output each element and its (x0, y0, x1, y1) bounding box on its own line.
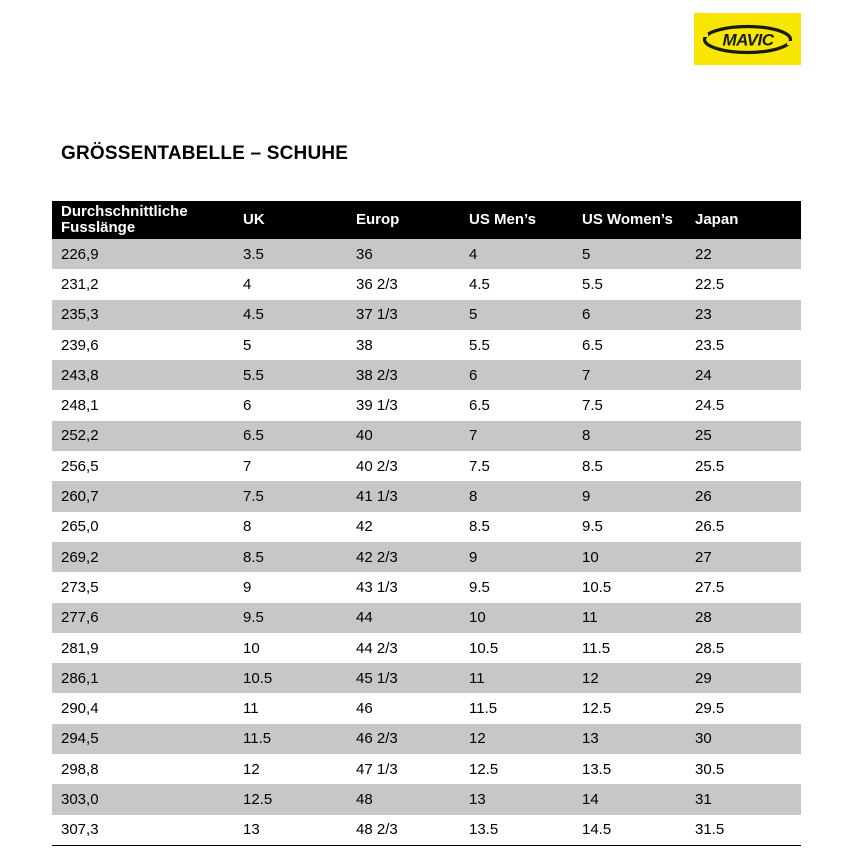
header-foot-length (52, 201, 234, 239)
cell-europ: 48 2/3 (347, 815, 460, 846)
cell-uk: 4 (234, 269, 347, 299)
cell-japan: 30.5 (686, 754, 801, 784)
cell-japan: 24.5 (686, 390, 801, 420)
cell-europ: 37 1/3 (347, 300, 460, 330)
cell-us-mens: 10.5 (460, 633, 573, 663)
cell-uk: 9.5 (234, 603, 347, 633)
cell-japan: 27 (686, 542, 801, 572)
table-row (52, 724, 801, 754)
cell-us-womens: 9 (573, 481, 686, 511)
cell-uk: 13 (234, 815, 347, 846)
page-title: GRÖSSENTABELLE – SCHUHE (61, 143, 349, 164)
cell-foot-length: 290,4 (52, 693, 234, 723)
table-row (52, 330, 801, 360)
cell-uk: 5 (234, 330, 347, 360)
cell-uk: 11 (234, 693, 347, 723)
table-row (52, 633, 801, 663)
cell-europ: 38 2/3 (347, 360, 460, 390)
mavic-logo (694, 13, 801, 65)
cell-uk: 10.5 (234, 663, 347, 693)
cell-japan: 28 (686, 603, 801, 633)
cell-us-mens: 8 (460, 481, 573, 511)
table-row (52, 451, 801, 481)
cell-foot-length: 273,5 (52, 572, 234, 602)
cell-foot-length: 231,2 (52, 269, 234, 299)
header-us-womens: US Women’s (573, 201, 686, 239)
cell-us-womens: 11 (573, 603, 686, 633)
table-row (52, 512, 801, 542)
cell-japan: 26 (686, 481, 801, 511)
cell-europ: 47 1/3 (347, 754, 460, 784)
cell-uk: 6 (234, 390, 347, 420)
cell-us-womens: 7.5 (573, 390, 686, 420)
cell-us-mens: 11 (460, 663, 573, 693)
cell-us-mens: 11.5 (460, 693, 573, 723)
cell-us-mens: 12 (460, 724, 573, 754)
cell-foot-length: 303,0 (52, 784, 234, 814)
cell-us-mens: 7 (460, 421, 573, 451)
cell-uk: 8.5 (234, 542, 347, 572)
table-row (52, 239, 801, 269)
cell-us-mens: 4 (460, 239, 573, 269)
cell-europ: 38 (347, 330, 460, 360)
cell-europ: 44 2/3 (347, 633, 460, 663)
table-row (52, 300, 801, 330)
cell-foot-length: 239,6 (52, 330, 234, 360)
header-uk: UK (234, 201, 347, 239)
cell-us-mens: 7.5 (460, 451, 573, 481)
cell-europ: 46 2/3 (347, 724, 460, 754)
cell-foot-length: 277,6 (52, 603, 234, 633)
cell-us-mens: 6 (460, 360, 573, 390)
cell-europ: 36 (347, 239, 460, 269)
mavic-logo-icon (694, 13, 801, 65)
cell-europ: 42 (347, 512, 460, 542)
table-row (52, 360, 801, 390)
cell-us-mens: 8.5 (460, 512, 573, 542)
cell-japan: 22 (686, 239, 801, 269)
cell-foot-length: 298,8 (52, 754, 234, 784)
cell-japan: 30 (686, 724, 801, 754)
table-row (52, 390, 801, 420)
cell-europ: 43 1/3 (347, 572, 460, 602)
cell-us-mens: 9 (460, 542, 573, 572)
cell-japan: 29.5 (686, 693, 801, 723)
cell-us-mens: 13.5 (460, 815, 573, 846)
cell-japan: 28.5 (686, 633, 801, 663)
cell-us-mens: 9.5 (460, 572, 573, 602)
table-row (52, 603, 801, 633)
cell-japan: 31.5 (686, 815, 801, 846)
cell-uk: 9 (234, 572, 347, 602)
header-foot-length-line2: Fusslänge (61, 219, 136, 236)
cell-europ: 48 (347, 784, 460, 814)
table-body (52, 239, 801, 845)
cell-us-womens: 11.5 (573, 633, 686, 663)
table-row (52, 421, 801, 451)
cell-us-mens: 5.5 (460, 330, 573, 360)
cell-us-womens: 10.5 (573, 572, 686, 602)
cell-uk: 8 (234, 512, 347, 542)
size-table (52, 201, 801, 846)
cell-europ: 45 1/3 (347, 663, 460, 693)
cell-foot-length: 269,2 (52, 542, 234, 572)
cell-europ: 42 2/3 (347, 542, 460, 572)
cell-us-womens: 12 (573, 663, 686, 693)
cell-japan: 27.5 (686, 572, 801, 602)
cell-japan: 23 (686, 300, 801, 330)
header-row (52, 201, 801, 239)
cell-japan: 25.5 (686, 451, 801, 481)
header-europ: Europ (347, 201, 460, 239)
cell-foot-length: 265,0 (52, 512, 234, 542)
cell-us-womens: 9.5 (573, 512, 686, 542)
cell-uk: 7 (234, 451, 347, 481)
header-japan: Japan (686, 201, 801, 239)
cell-us-mens: 13 (460, 784, 573, 814)
cell-foot-length: 248,1 (52, 390, 234, 420)
table-row (52, 481, 801, 511)
table-row (52, 663, 801, 693)
cell-us-womens: 10 (573, 542, 686, 572)
cell-japan: 31 (686, 784, 801, 814)
cell-japan: 23.5 (686, 330, 801, 360)
cell-us-womens: 6 (573, 300, 686, 330)
cell-foot-length: 260,7 (52, 481, 234, 511)
cell-us-womens: 8 (573, 421, 686, 451)
cell-uk: 12.5 (234, 784, 347, 814)
table-row (52, 572, 801, 602)
cell-europ: 46 (347, 693, 460, 723)
cell-foot-length: 243,8 (52, 360, 234, 390)
cell-uk: 12 (234, 754, 347, 784)
cell-japan: 24 (686, 360, 801, 390)
cell-us-womens: 14 (573, 784, 686, 814)
cell-us-womens: 6.5 (573, 330, 686, 360)
cell-europ: 36 2/3 (347, 269, 460, 299)
cell-foot-length: 294,5 (52, 724, 234, 754)
cell-uk: 5.5 (234, 360, 347, 390)
cell-foot-length: 281,9 (52, 633, 234, 663)
cell-us-womens: 13.5 (573, 754, 686, 784)
cell-foot-length: 226,9 (52, 239, 234, 269)
cell-us-mens: 6.5 (460, 390, 573, 420)
cell-us-womens: 8.5 (573, 451, 686, 481)
header-foot-length-line1: Durchschnittliche (61, 203, 188, 220)
cell-uk: 4.5 (234, 300, 347, 330)
table-row (52, 815, 801, 846)
cell-us-mens: 12.5 (460, 754, 573, 784)
cell-us-womens: 7 (573, 360, 686, 390)
cell-foot-length: 307,3 (52, 815, 234, 846)
cell-us-womens: 14.5 (573, 815, 686, 846)
cell-europ: 39 1/3 (347, 390, 460, 420)
cell-japan: 29 (686, 663, 801, 693)
cell-us-mens: 4.5 (460, 269, 573, 299)
logo-wordmark: MAVIC (722, 30, 774, 50)
cell-japan: 22.5 (686, 269, 801, 299)
cell-japan: 25 (686, 421, 801, 451)
cell-uk: 6.5 (234, 421, 347, 451)
cell-us-mens: 10 (460, 603, 573, 633)
cell-foot-length: 252,2 (52, 421, 234, 451)
cell-us-womens: 12.5 (573, 693, 686, 723)
cell-uk: 7.5 (234, 481, 347, 511)
cell-us-mens: 5 (460, 300, 573, 330)
cell-us-womens: 5.5 (573, 269, 686, 299)
table-row (52, 784, 801, 814)
cell-us-womens: 5 (573, 239, 686, 269)
cell-europ: 40 2/3 (347, 451, 460, 481)
header-us-mens: US Men’s (460, 201, 573, 239)
table-header (52, 201, 801, 239)
cell-foot-length: 286,1 (52, 663, 234, 693)
cell-europ: 44 (347, 603, 460, 633)
cell-us-womens: 13 (573, 724, 686, 754)
cell-uk: 3.5 (234, 239, 347, 269)
table-row (52, 269, 801, 299)
table-row (52, 542, 801, 572)
cell-europ: 41 1/3 (347, 481, 460, 511)
cell-europ: 40 (347, 421, 460, 451)
cell-foot-length: 256,5 (52, 451, 234, 481)
cell-japan: 26.5 (686, 512, 801, 542)
cell-uk: 10 (234, 633, 347, 663)
table-row (52, 693, 801, 723)
cell-foot-length: 235,3 (52, 300, 234, 330)
table-row (52, 754, 801, 784)
cell-uk: 11.5 (234, 724, 347, 754)
